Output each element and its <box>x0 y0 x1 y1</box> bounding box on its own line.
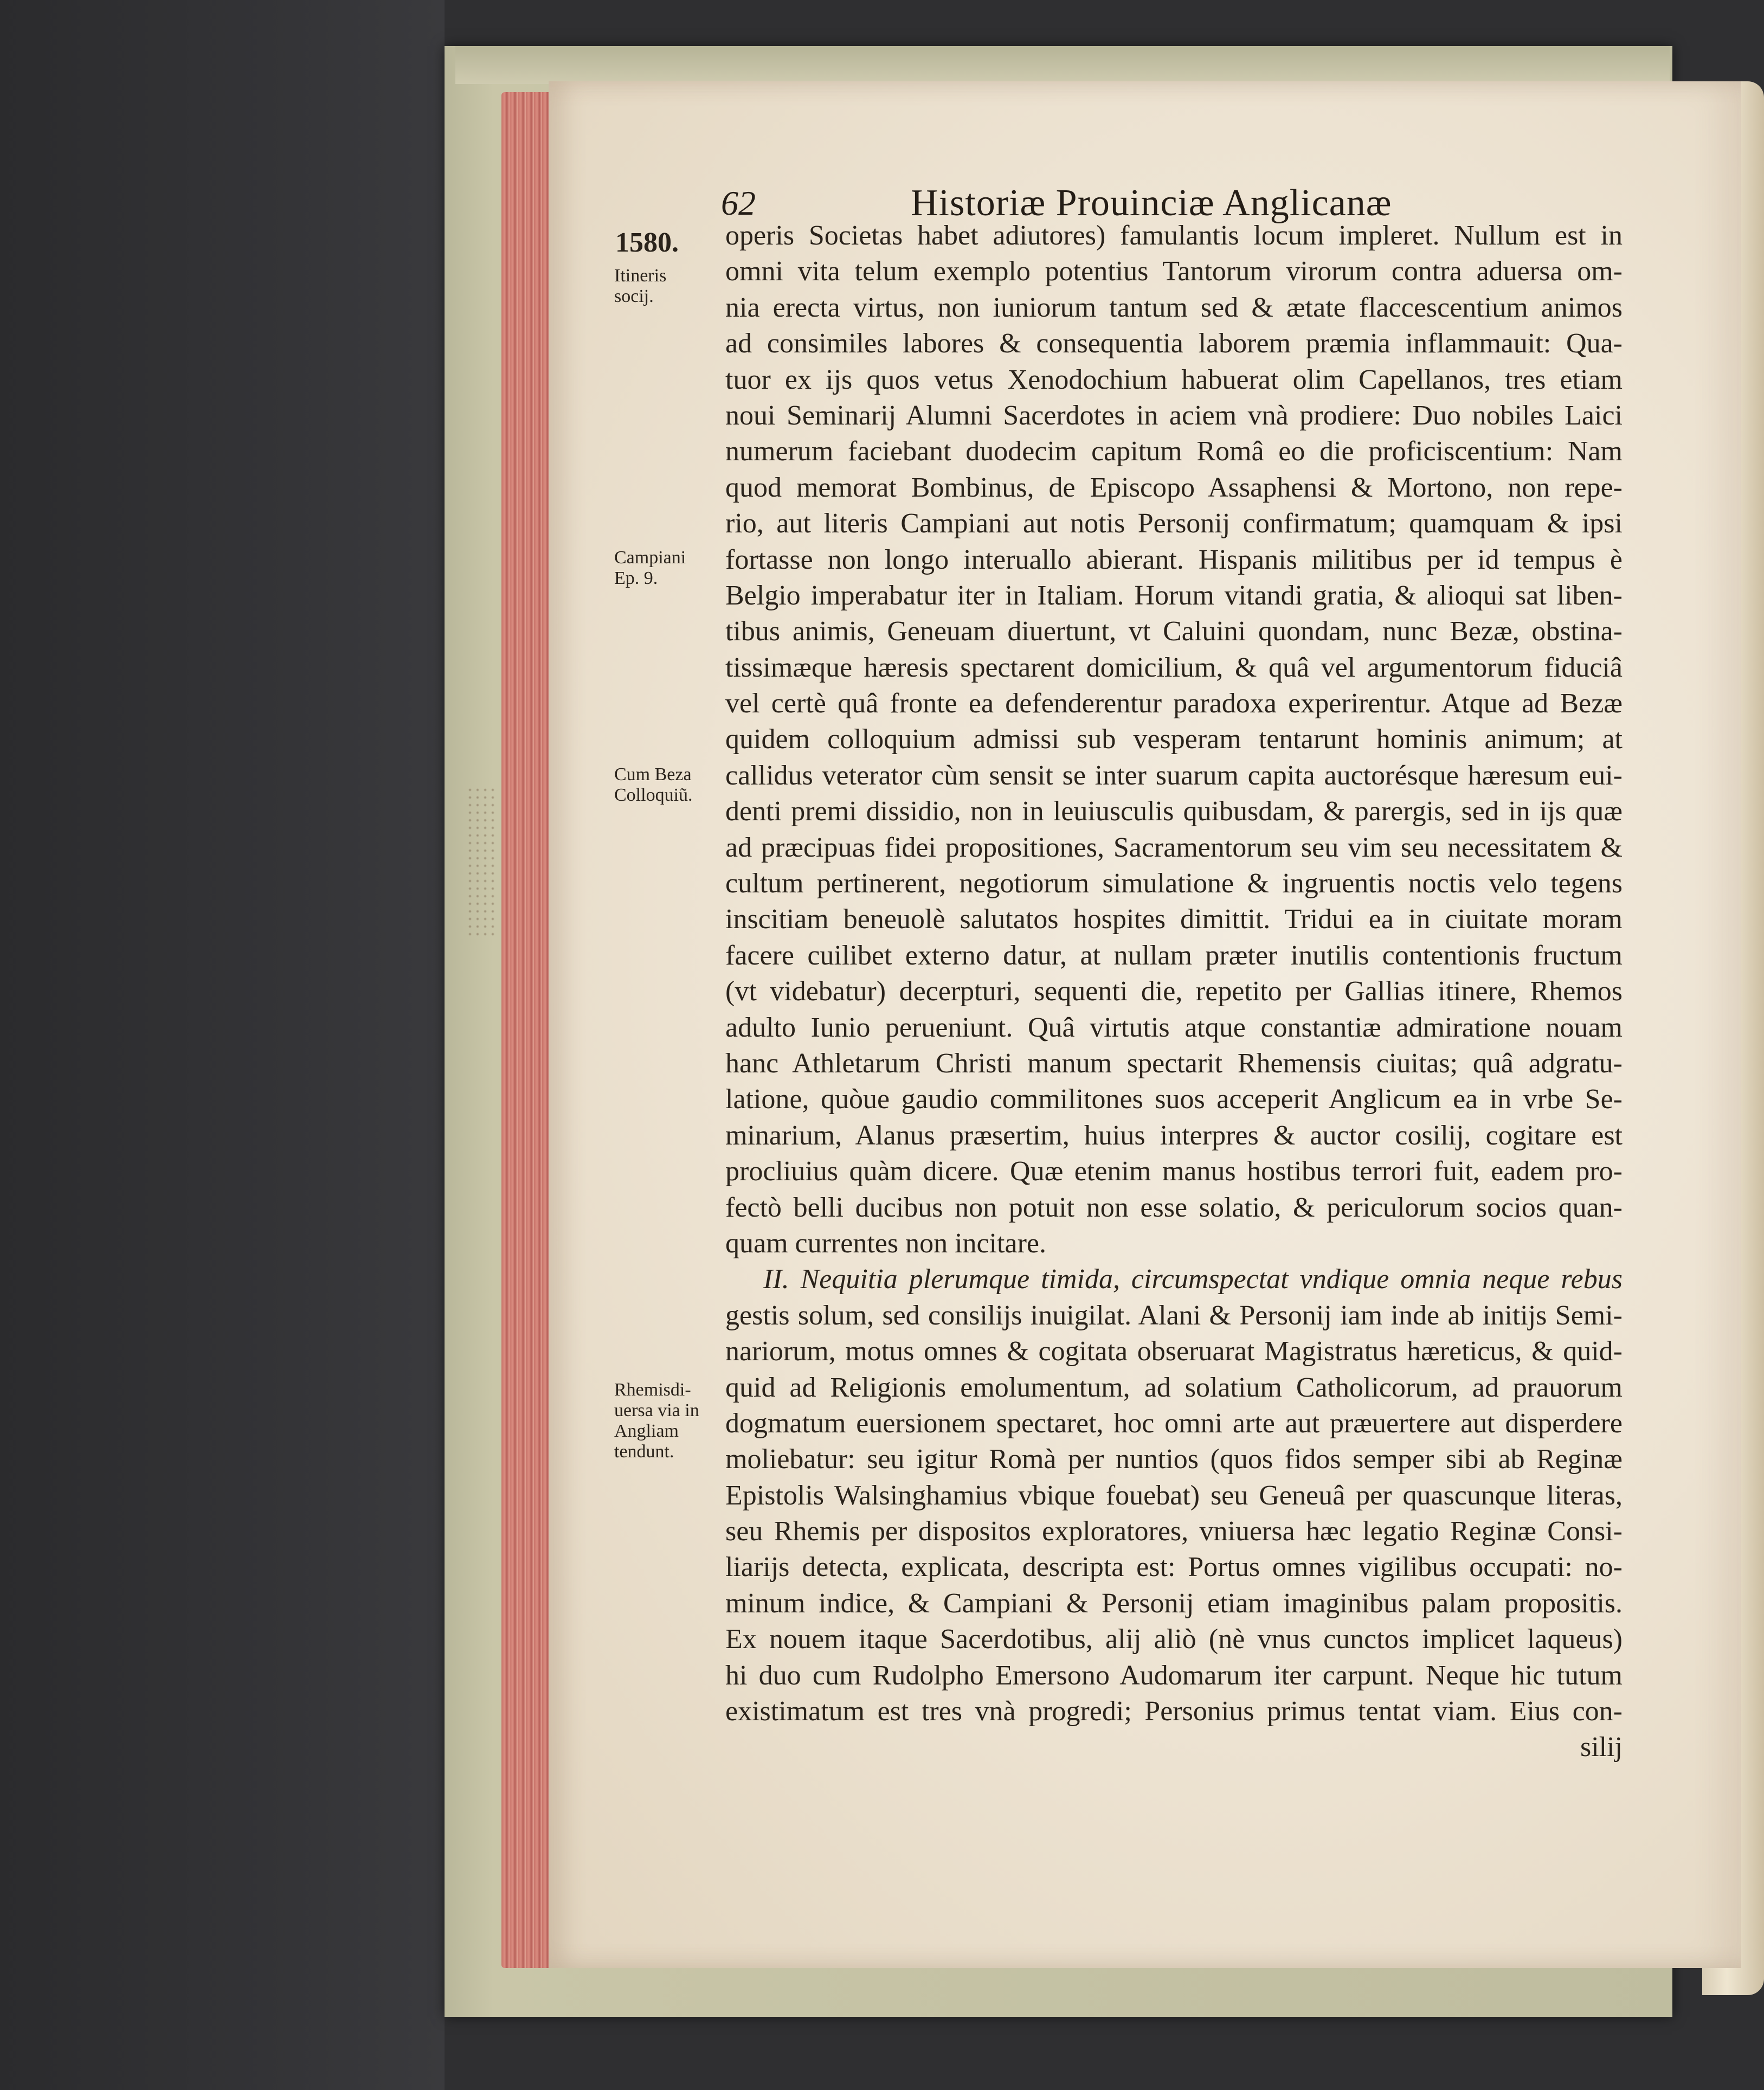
body-text <box>725 218 1623 1766</box>
text-line: facere cuilibet externo datur, at nullam præter inutilis contentionis fructum <box>725 940 1623 971</box>
text-line: (vt videbatur) decerpturi, sequenti die, repetito per Gallias itinere, Rhemos <box>725 976 1623 1007</box>
margin-note-beza: Cum Beza Colloquiũ. <box>614 764 693 805</box>
text-line: ad consimiles labores & consequentia laborem præmia inflammauit: Qua- <box>725 328 1623 359</box>
show-through-ink <box>640 949 705 1079</box>
text-line: quod memorat Bombinus, de Episcopo Assaphensi & Mortono, non repe- <box>725 472 1623 503</box>
text-line: latione, quòue gaudio commilitones suos acceperit Anglicum ea in vrbe Se- <box>725 1084 1623 1115</box>
text-line: tuor ex ijs quos vetus Xenodochium habuerat olim Capellanos, tres etiam <box>725 364 1623 395</box>
margin-note-year: 1580. <box>615 227 679 258</box>
text-line: II. Nequitia plerumque timida, circumspectat vndique omnia neque rebus <box>763 1264 1623 1295</box>
text-line: adulto Iunio perueniunt. Quâ virtutis atque constantiæ admiratione nouam <box>725 1012 1623 1043</box>
text-line: fortasse non longo interuallo abierant. Hispanis militibus per id tempus è <box>725 544 1623 575</box>
text-line: tibus animis, Geneuam diuertunt, vt Caluini quondam, nunc Bezæ, obstina- <box>725 616 1623 647</box>
margin-note-itineris: Itineris socij. <box>614 266 667 306</box>
text-line: quid ad Religionis emolumentum, ad solatium Catholicorum, ad prauorum <box>725 1372 1623 1403</box>
running-head: Historiæ Prouinciæ Anglicanæ <box>911 182 1392 224</box>
text-line: inscitiam beneuolè salutatos hospites dimittit. Tridui ea in ciuitate moram <box>725 904 1623 935</box>
text-line: noui Seminarij Alumni Sacerdotes in aciem vnà prodiere: Duo nobiles Laici <box>725 400 1623 431</box>
text-line: fectò belli ducibus non potuit non esse solatio, & periculorum socios quan- <box>725 1192 1623 1223</box>
text-line: denti premi dissidio, non in leuiusculis quibusdam, & parergis, sed in ijs quæ <box>725 796 1623 827</box>
text-line: omni vita telum exemplo potentius Tantorum virorum contra aduersa om- <box>725 256 1623 287</box>
text-line: hi duo cum Rudolpho Emersono Audomarum iter carpunt. Neque hic tutum <box>725 1660 1623 1691</box>
text-line: nia erecta virtus, non iuniorum tantum sed & ætate flaccescentium animos <box>725 292 1623 323</box>
text-line: ad præcipuas fidei propositiones, Sacramentorum seu vim seu necessitatem & <box>725 832 1623 863</box>
catchword: silij <box>1580 1732 1623 1763</box>
text-line: dogmatum euersionem spectaret, hoc omni arte aut præuertere aut disperdere <box>725 1407 1623 1439</box>
text-line: nariorum, motus omnes & cogitata obseruarat Magistratus hæreticus, & quid- <box>725 1336 1623 1367</box>
text-line: operis Societas habet adiutores) famulantis locum impleret. Nullum est in <box>725 220 1623 251</box>
text-line: moliebatur: seu igitur Romà per nuntios (quos fidos semper sibi ab Reginæ <box>725 1444 1623 1475</box>
text-line: minarium, Alanus præsertim, huius interpres & auctor cosilij, cogitare est <box>725 1120 1623 1151</box>
text-line: vel certè quâ fronte ea defenderentur paradoxa experirentur. Atque ad Bezæ <box>725 688 1623 719</box>
text-line: tissimæque hæresis spectarent domicilium, & quâ vel argumentorum fiduciâ <box>725 652 1623 683</box>
text-line: Belgio imperabatur iter in Italiam. Horum vitandi gratia, & alioqui sat liben- <box>725 580 1623 611</box>
text-line: Ex nouem itaque Sacerdotibus, alij aliò (nè vnus cunctos implicet laqueus) <box>725 1624 1623 1655</box>
red-page-edges <box>501 92 553 1968</box>
cover-top-edge <box>455 46 1670 84</box>
text-line: hanc Athletarum Christi manum spectarit Rhemensis ciuitas; quâ adgratu- <box>725 1047 1623 1079</box>
text-line: existimatum est tres vnà progredi; Personius primus tentat viam. Eius con- <box>725 1696 1623 1727</box>
margin-note-rhemis: Rhemisdi- uersa via in Angliam tendunt. <box>614 1380 699 1462</box>
text-line: quidem colloquium admissi sub vesperam tentarunt hominis animum; at <box>725 724 1623 755</box>
text-line: numerum faciebant duodecim capitum Româ eo die proficiscentium: Nam <box>725 436 1623 467</box>
text-line: procliuius quàm dicere. Quæ etenim manus hostibus terrori fuit, eadem pro- <box>725 1156 1623 1187</box>
text-line: callidus veterator cùm sensit se inter suarum capita auctorésque hæresum eui- <box>725 760 1623 791</box>
cover-foxing <box>466 786 499 938</box>
text-line: seu Rhemis per dispositos exploratores, vniuersa hæc legatio Reginæ Consi- <box>725 1516 1623 1547</box>
text-line: gestis solum, sed consilijs inuigilat. Alani & Personij iam inde ab initijs Semi- <box>725 1300 1623 1331</box>
background-surface <box>0 0 445 2090</box>
text-line: Epistolis Walsinghamius vbique fouebat) seu Geneuâ per quascunque literas, <box>725 1480 1623 1511</box>
text-line: cultum pertinerent, negotiorum simulatione & ingruentis noctis velo tegens <box>725 868 1623 899</box>
text-line: quam currentes non incitare. <box>725 1227 1046 1259</box>
text-line: rio, aut literis Campiani aut notis Personij confirmatum; quamquam & ipsi <box>725 508 1623 539</box>
text-line: liarijs detecta, explicata, descripta est: Portus omnes vigilibus occupati: no- <box>725 1552 1623 1583</box>
text-line: minum indice, & Campiani & Personij etiam imaginibus palam propositis. <box>725 1587 1623 1619</box>
page-number: 62 <box>721 184 756 222</box>
margin-note-campiani: Campiani Ep. 9. <box>614 548 686 588</box>
